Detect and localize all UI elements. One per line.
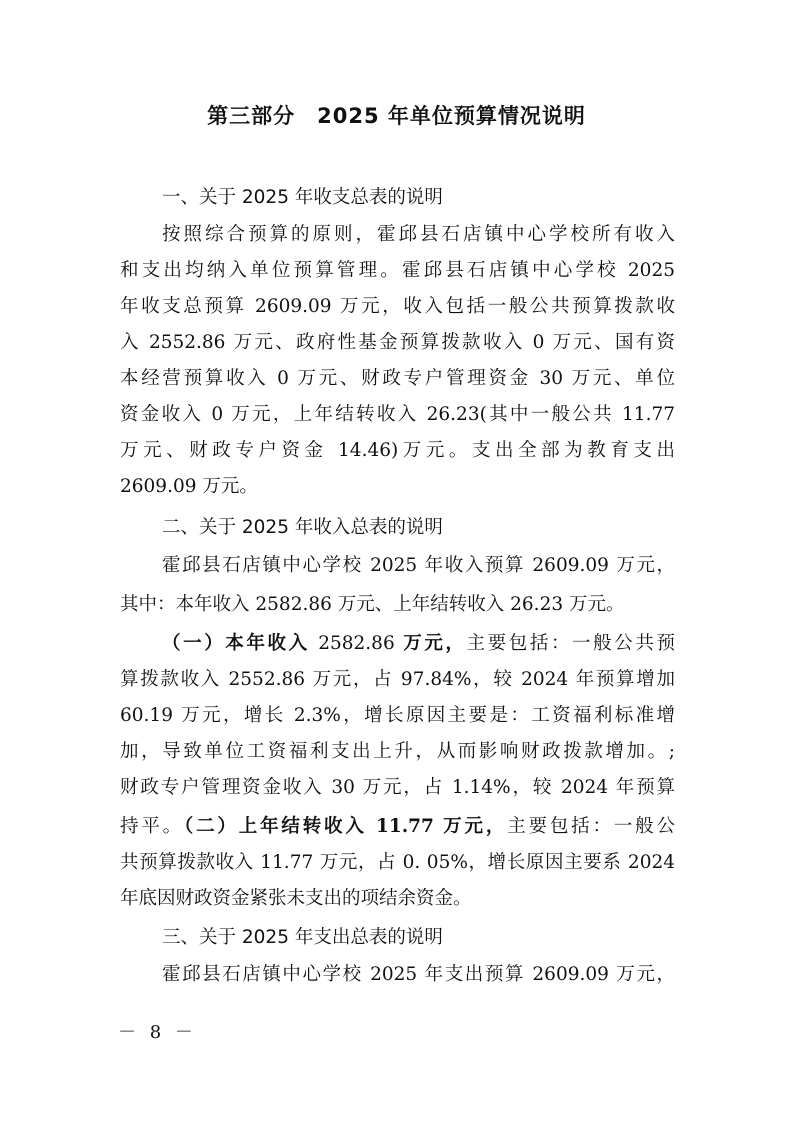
paragraph-line: 霍邱县石店镇中心学校 2025 年支出预算 2609.09 万元， [162, 964, 675, 985]
text-run: 主要包括：一般公共预 [466, 633, 675, 654]
section3-heading: 三、关于 2025 年支出总表的说明 [162, 927, 443, 948]
paragraph-line: 共预算拨款收入 11.77 万元，占 0. 05%，增长原因主要系 2024 [120, 852, 675, 873]
bold-run: （二）上年结转收入 11.77 万元， [184, 816, 508, 837]
paragraph-line: 加，导致单位工资福利支出上升，从而影响财政拨款增加。; [120, 741, 675, 762]
paragraph-line: 财政专户管理资金收入 30 万元，占 1.14%，较 2024 年预算 [120, 777, 675, 798]
paragraph-line: 2609.09 万元。 [120, 476, 258, 497]
title-part: 第三部分 [207, 104, 296, 128]
paragraph-line: 万元、财政专户资金 14.46)万元。支出全部为教育支出 [120, 440, 675, 461]
title-text: 2025 年单位预算情况说明 [317, 104, 586, 128]
paragraph-line: 其中：本年收入 2582.86 万元、上年结转收入 26.23 万元。 [120, 594, 625, 615]
paragraph-line: 和支出均纳入单位预算管理。霍邱县石店镇中心学校 2025 [120, 260, 675, 281]
paragraph-line: 按照综合预算的原则，霍邱县石店镇中心学校所有收入 [162, 224, 675, 245]
paragraph-line: 60.19 万元，增长 2.3%，增长原因主要是：工资福利标准增 [120, 705, 675, 726]
paragraph-line: 资金收入 0 万元，上年结转收入 26.23(其中一般公共 11.77 [120, 404, 675, 425]
paragraph-line: 本经营预算收入 0 万元、财政专户管理资金 30 万元、单位 [120, 368, 675, 389]
section2-heading: 二、关于 2025 年收入总表的说明 [162, 517, 443, 538]
paragraph-line-mixed [120, 815, 675, 839]
bold-run: （一）本年收入 [162, 633, 310, 654]
text-run: 2582.86 [318, 633, 395, 654]
section1-heading: 一、关于 2025 年收支总表的说明 [162, 187, 443, 208]
paragraph-line: 年收支总预算 2609.09 万元，收入包括一般公共预算拨款收 [120, 296, 675, 317]
bold-run: 万元， [403, 633, 467, 654]
paragraph-line: 年底因财政资金紧张未支出的项结余资金。 [120, 888, 472, 909]
paragraph-line: 霍邱县石店镇中心学校 2025 年收入预算 2609.09 万元， [162, 555, 675, 576]
paragraph-line-mixed [120, 632, 675, 656]
text-run: 持平。 [120, 816, 184, 837]
paragraph-line: 入 2552.86 万元、政府性基金预算拨款收入 0 万元、国有资 [120, 332, 675, 353]
text-run: 主要包括：一般公 [507, 816, 675, 837]
page-number: － 8 － [118, 1022, 197, 1043]
paragraph-line: 算拨款收入 2552.86 万元，占 97.84%，较 2024 年预算增加 [120, 669, 675, 690]
page-title [0, 100, 793, 130]
